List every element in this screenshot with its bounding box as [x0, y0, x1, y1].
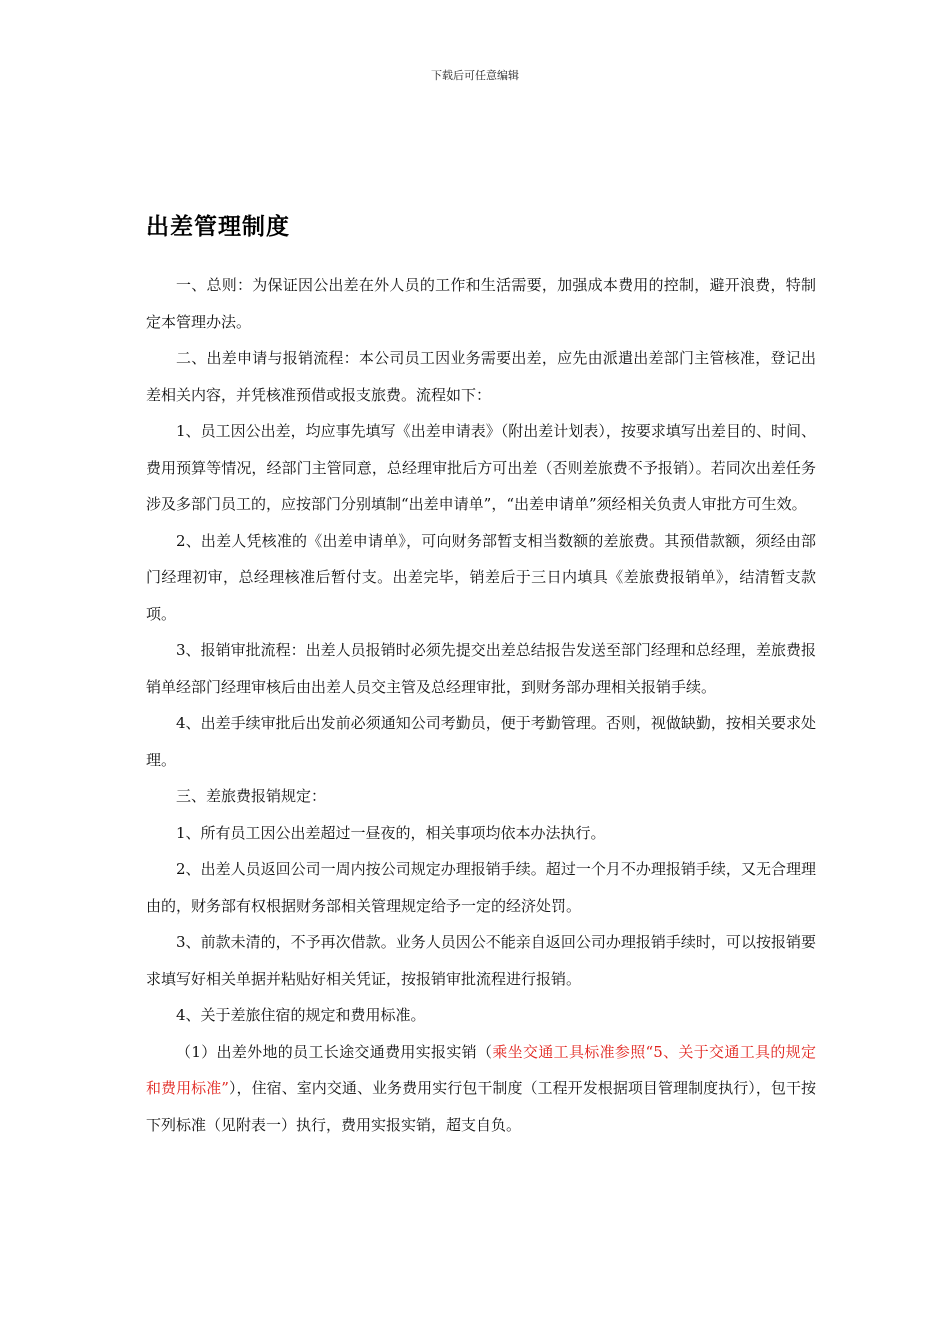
paragraph-rule-4: 4、关于差旅住宿的规定和费用标准。	[176, 1006, 426, 1024]
paragraph-rule-4-1	[146, 1034, 816, 1144]
header-note: 下载后可任意编辑	[431, 69, 519, 82]
paragraph-rule-4-1-after: ），住宿、室内交通、业务费用实行包干制度（工程开发根据项目管理制度执行），包干按下列标准（见附表一）执行，费用实报实销，超支自负。	[146, 1079, 816, 1134]
paragraph-rule-2: 2、出差人员返回公司一周内按公司规定办理报销手续。超过一个月不办理报销手续，又无合理理由的，财务部有权根据财务部相关管理规定给予一定的经济处罚。	[146, 860, 816, 915]
document-body	[146, 267, 816, 1143]
paragraph-rule-3: 3、前款未清的，不予再次借款。业务人员因公不能亲自返回公司办理报销手续时，可以按报销要求填写好相关单据并粘贴好相关凭证，按报销审批流程进行报销。	[146, 933, 816, 988]
paragraph-item-2: 2、出差人凭核准的《出差申请单》，可向财务部暂支相当数额的差旅费。其预借款额，须经由部门经理初审，总经理核准后暂付支。出差完毕，销差后于三日内填具《差旅费报销单》，结清暂支款项。	[146, 531, 816, 623]
paragraph-item-4: 4、出差手续审批后出发前必须通知公司考勤员，便于考勤管理。否则，视做缺勤，按相关要求处理。	[146, 714, 816, 769]
paragraph-rule-4-1-before: （1）出差外地的员工长途交通费用实报实销（	[176, 1042, 493, 1061]
document-title: 出差管理制度	[146, 214, 290, 240]
paragraph-item-3: 3、报销审批流程：出差人员报销时必须先提交出差总结报告发送至部门经理和总经理，差旅费报销单经部门经理审核后由出差人员交主管及总经理审批，到财务部办理相关报销手续。	[146, 641, 816, 696]
paragraph-general-principle: 一、总则：为保证因公出差在外人员的工作和生活需要，加强成本费用的控制，避开浪费，特制定本管理办法。	[146, 276, 816, 331]
paragraph-item-1: 1、员工因公出差，均应事先填写《出差申请表》（附出差计划表），按要求填写出差目的、时间、费用预算等情况，经部门主管同意，总经理审批后方可出差（否则差旅费不予报销）。若同次出差任务涉及多部门员工的，应按部门分别填制“出差申请单”，“出差申请单”须经相关负责人审批方可生效。	[146, 422, 816, 513]
transport-standard-reference: 乘坐交通工具标准参照“5、关于交通工具的规定和费用标准”	[146, 1042, 816, 1097]
paragraph-section-3-heading: 三、差旅费报销规定：	[176, 787, 327, 805]
paragraph-application-process: 二、出差申请与报销流程：本公司员工因业务需要出差，应先由派遣出差部门主管核准，登记出差相关内容，并凭核准预借或报支旅费。流程如下：	[146, 349, 816, 404]
paragraph-rule-1: 1、所有员工因公出差超过一昼夜的，相关事项均依本办法执行。	[176, 823, 606, 842]
